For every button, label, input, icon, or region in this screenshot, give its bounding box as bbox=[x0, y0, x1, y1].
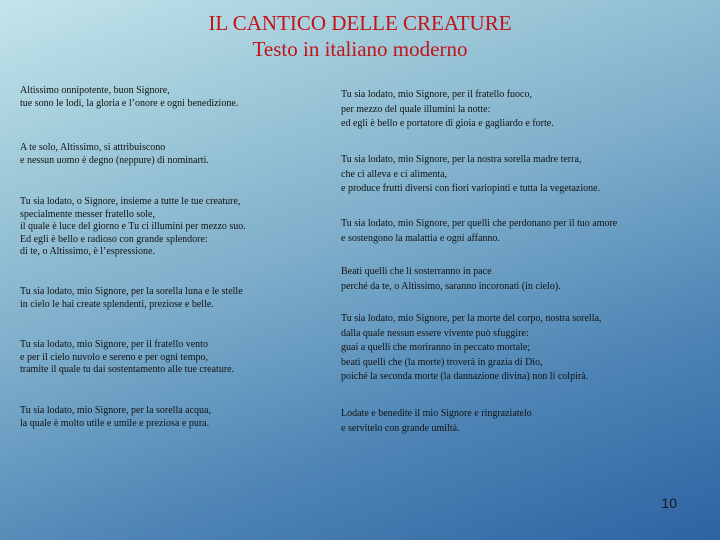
stanza-left-6: Tu sia lodato, mio Signore, per la sorella acqua, la quale è molto utile e umile e preziosa e pura. bbox=[20, 405, 211, 429]
title-line-1: IL CANTICO DELLE CREATURE bbox=[208, 11, 512, 35]
stanza-left-3: Tu sia lodato, o Signore, insieme a tutte le tue creature, specialmente messer fratello sole, il quale è luce del giorno e Tu ci illumini per mezzo suo. Ed egli è bello e radioso con grande splendore: di te, o Altissimo, è l’espressione. bbox=[20, 196, 246, 257]
stanza-left-1: Altissimo onnipotente, buon Signore, tue sono le lodi, la gloria e l’onore e ogni benedizione. bbox=[20, 85, 239, 109]
stanza-right-2: Tu sia lodato, mio Signore, per la nostra sorella madre terra, che ci alleva e ci alimenta, e produce frutti diversi con fiori variopinti e tutta la vegetazione. bbox=[341, 154, 601, 194]
stanza-left-4: Tu sia lodato, mio Signore, per la sorella luna e le stelle in cielo le hai create splendenti, preziose e belle. bbox=[20, 286, 243, 310]
stanza-left-2: A te solo, Altissimo, si attribuiscono e nessun uomo è degno (neppure) di nominarti. bbox=[20, 142, 209, 166]
stanza-right-3: Tu sia lodato, mio Signore, per quelli che perdonano per il tuo amore e sostengono la malattia e ogni affanno. bbox=[341, 218, 618, 244]
stanza-right-1: Tu sia lodato, mio Signore, per il fratello fuoco, per mezzo del quale illumini la notte: ed egli è bello e portatore di gioia e gagliardo e forte. bbox=[341, 89, 554, 129]
page-number: 10 bbox=[661, 495, 677, 511]
stanza-right-4: Beati quelli che li sosterranno in pace perché da te, o Altissimo, saranno incoronati (in cielo). bbox=[341, 266, 561, 292]
stanza-right-6: Lodate e benedite il mio Signore e ringraziatelo e servitelo con grande umiltà. bbox=[341, 408, 532, 434]
title-line-2: Testo in italiano moderno bbox=[252, 37, 468, 61]
stanza-left-5: Tu sia lodato, mio Signore, per il fratello vento e per il cielo nuvolo e sereno e per ogni tempo, tramite il quale tu dai sostentamento alle tue creature. bbox=[20, 339, 235, 375]
stanza-right-5: Tu sia lodato, mio Signore, per la morte del corpo, nostra sorella, dalla quale nessun essere vivente può sfuggire: guai a quelli che moriranno in peccato mortale; beati quelli che (la morte) troverà in grazia di Dio, poiché la seconda morte (la dannazione divina) non li colpirà. bbox=[341, 313, 602, 382]
slide-title bbox=[0, 10, 720, 62]
